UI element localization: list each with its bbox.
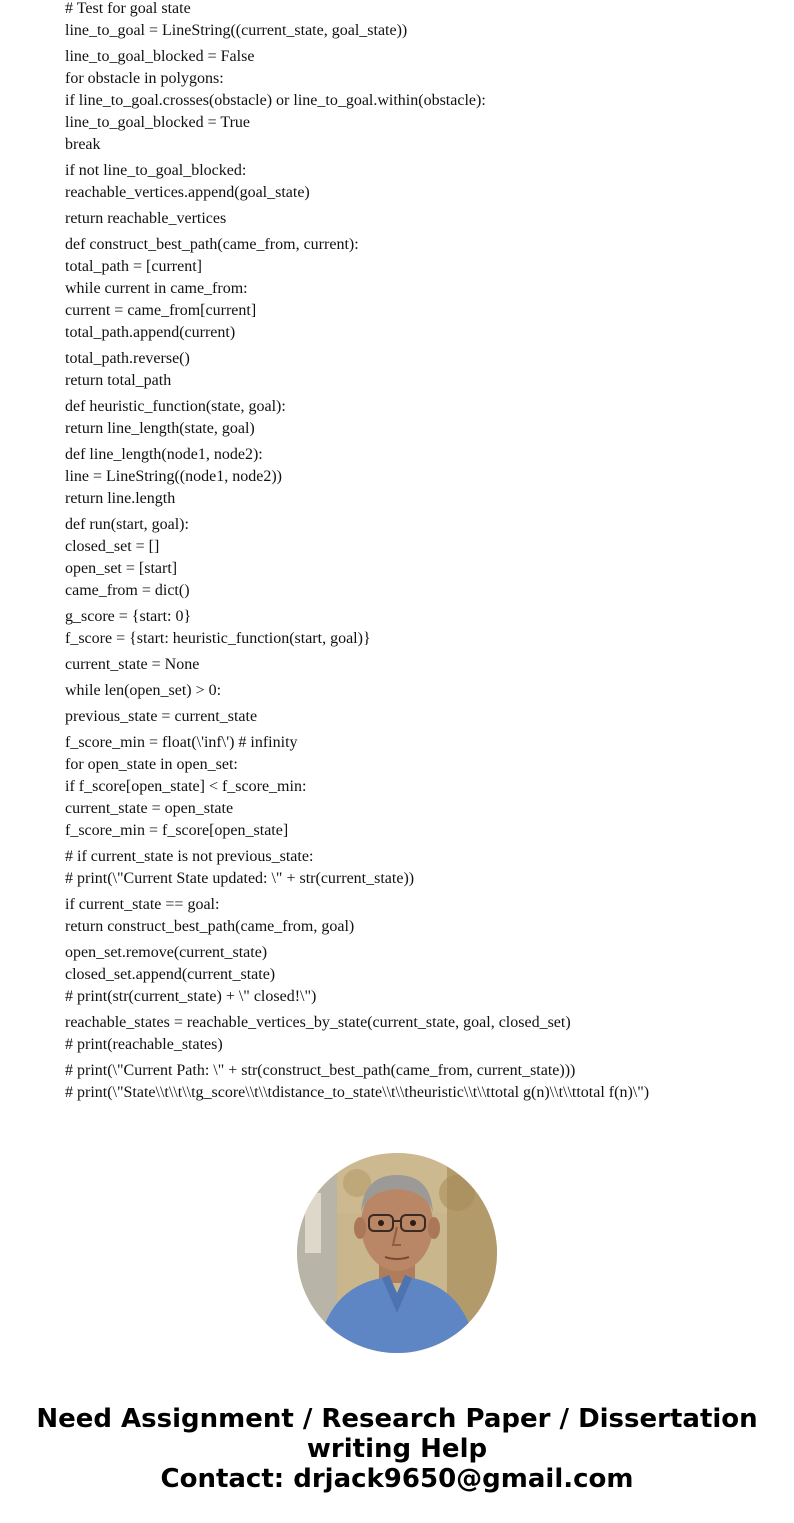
code-line: if not line_to_goal_blocked:: [65, 162, 247, 179]
code-line: break: [65, 136, 101, 153]
code-line: for open_state in open_set:: [65, 756, 238, 773]
banner-line-1: Need Assignment / Research Paper / Dissertation: [36, 1404, 758, 1434]
code-line: current_state = None: [65, 656, 200, 673]
code-line: came_from = dict(): [65, 582, 190, 599]
code-line: # print(\"Current State updated: \" + str(current_state)): [65, 870, 415, 887]
code-line: if current_state == goal:: [65, 896, 220, 913]
author-avatar: [297, 1153, 497, 1353]
code-line: def heuristic_function(state, goal):: [65, 398, 286, 415]
code-line: f_score_min = float(\'inf\') # infinity: [65, 734, 298, 751]
code-line: total_path = [current]: [65, 258, 202, 275]
code-line: open_set.remove(current_state): [65, 944, 268, 961]
code-line: line_to_goal = LineString((current_state, goal_state)): [65, 22, 408, 39]
code-line: return total_path: [65, 372, 172, 389]
banner-line-2: writing Help: [306, 1434, 488, 1464]
code-line: if line_to_goal.crosses(obstacle) or line_to_goal.within(obstacle):: [65, 92, 486, 109]
code-line: previous_state = current_state: [65, 708, 258, 725]
code-line: def line_length(node1, node2):: [65, 446, 263, 463]
code-line: closed_set.append(current_state): [65, 966, 276, 983]
author-portrait: [297, 1153, 497, 1353]
code-line: g_score = {start: 0}: [65, 608, 192, 625]
code-listing: [65, 0, 785, 1106]
code-line: line_to_goal_blocked = True: [65, 114, 251, 131]
code-line: f_score_min = f_score[open_state]: [65, 822, 289, 839]
code-line: open_set = [start]: [65, 560, 178, 577]
code-line: # print(\"Current Path: \" + str(construct_best_path(came_from, current_state))): [65, 1062, 576, 1079]
promo-banner: [0, 1404, 794, 1494]
code-line: while current in came_from:: [65, 280, 248, 297]
banner-line-3: Contact: drjack9650@gmail.com: [160, 1464, 634, 1494]
code-line: total_path.append(current): [65, 324, 236, 341]
code-line: reachable_states = reachable_vertices_by_state(current_state, goal, closed_set): [65, 1014, 571, 1031]
code-line: f_score = {start: heuristic_function(start, goal)}: [65, 630, 371, 647]
code-line: for obstacle in polygons:: [65, 70, 224, 87]
code-line: # Test for goal state: [65, 0, 191, 17]
code-line: return line_length(state, goal): [65, 420, 255, 437]
code-line: closed_set = []: [65, 538, 160, 555]
code-line: line_to_goal_blocked = False: [65, 48, 255, 65]
code-line: current_state = open_state: [65, 800, 234, 817]
code-line: if f_score[open_state] < f_score_min:: [65, 778, 307, 795]
code-line: def run(start, goal):: [65, 516, 189, 533]
code-line: reachable_vertices.append(goal_state): [65, 184, 310, 201]
code-line: def construct_best_path(came_from, current):: [65, 236, 359, 253]
code-line: # print(str(current_state) + \" closed!\"): [65, 988, 317, 1005]
code-line: # print(reachable_states): [65, 1036, 223, 1053]
code-line: total_path.reverse(): [65, 350, 190, 367]
code-line: current = came_from[current]: [65, 302, 257, 319]
code-line: return construct_best_path(came_from, goal): [65, 918, 355, 935]
code-line: # if current_state is not previous_state:: [65, 848, 314, 865]
code-line: while len(open_set) > 0:: [65, 682, 222, 699]
code-line: return reachable_vertices: [65, 210, 227, 227]
code-line: return line.length: [65, 490, 176, 507]
code-line: # print(\"State\\t\\t\\tg_score\\t\\tdistance_to_state\\t\\theuristic\\t\\ttotal g(n)\\t\\ttotal f(n)\"): [65, 1084, 650, 1101]
code-line: line = LineString((node1, node2)): [65, 468, 282, 485]
